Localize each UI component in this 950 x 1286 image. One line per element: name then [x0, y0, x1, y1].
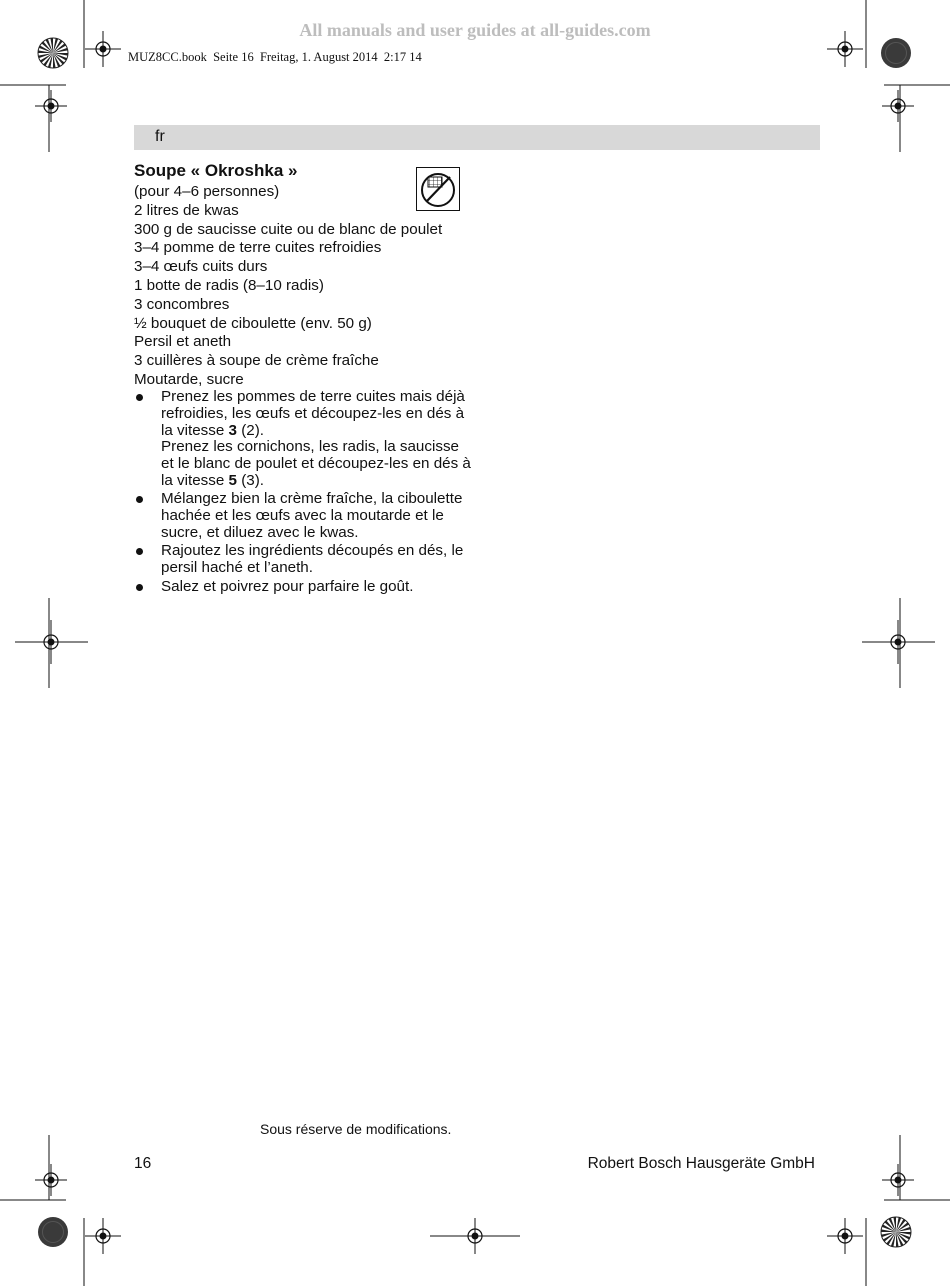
instruction-step: [134, 389, 474, 490]
solid-disc-mark-icon: [38, 1217, 68, 1247]
bullet-icon: [136, 394, 143, 401]
speed-value: 3: [228, 421, 237, 439]
watermark: All manuals and user guides at all-guides.com: [299, 20, 651, 40]
bullet-icon: [136, 548, 143, 555]
crop-line: [884, 1200, 950, 1201]
step-text: Prenez les cornichons, les radis, la saucisse et le blanc de poulet et découpez-les en dés à la vitesse: [161, 438, 471, 489]
crosshair-mark-icon: [827, 1218, 863, 1254]
crop-line: [900, 1135, 901, 1200]
step-text: Mélangez bien la crème fraîche, la ciboulette hachée et les œufs avec la moutarde et le sucre, et diluez avec le kwas.: [161, 490, 463, 541]
page-number: 16: [134, 1155, 152, 1172]
step-text: Prenez les pommes de terre cuites mais déjà refroidies, les œufs et découpez-les en dés à la vitesse: [161, 388, 465, 439]
ingredient-item: 300 g de saucisse cuite ou de blanc de poulet: [134, 220, 443, 238]
step-paragraph: [161, 439, 474, 489]
ingredient-item: 3 cuillères à soupe de crème fraîche: [134, 352, 379, 370]
crosshair-mark-icon: [35, 1164, 67, 1196]
recipe-title: Soupe « Okroshka »: [134, 161, 298, 180]
crosshair-mark-icon: [882, 1164, 914, 1196]
crosshair-mark-icon: [827, 31, 863, 67]
crosshair-mark-icon: [882, 90, 914, 122]
ingredient-item: 1 botte de radis (8–10 radis): [134, 276, 324, 294]
ingredient-item: (pour 4–6 personnes): [134, 183, 280, 200]
ingredient-item: Moutarde, sucre: [134, 370, 244, 388]
crop-line: [430, 1236, 520, 1237]
instruction-list: [134, 389, 474, 597]
speed-value: 5: [228, 471, 237, 489]
bullet-icon: [136, 496, 143, 503]
ingredient-item: Persil et aneth: [134, 333, 232, 351]
language-label: fr: [155, 128, 165, 145]
ingredient-item: 3–4 pomme de terre cuites refroidies: [134, 239, 382, 257]
starburst-mark-icon: [881, 1217, 911, 1247]
bullet-icon: [136, 584, 143, 591]
book-info-line: MUZ8CC.book Seite 16 Freitag, 1. August 2014 2:17 14: [128, 50, 422, 64]
publisher-name: Robert Bosch Hausgeräte GmbH: [587, 1155, 815, 1172]
step-text: (2).: [236, 421, 264, 439]
crop-line: [0, 85, 66, 86]
crop-line: [884, 85, 950, 86]
crop-line: [15, 642, 88, 643]
footer-note: Sous réserve de modifications.: [260, 1121, 452, 1137]
crop-line: [900, 85, 901, 152]
ingredient-item: ½ bouquet de ciboulette (env. 50 g): [134, 314, 372, 332]
language-bar: [134, 125, 820, 150]
step-text: Salez et poivrez pour parfaire le goût.: [161, 577, 414, 595]
step-text: (3).: [236, 471, 264, 489]
crop-line: [49, 85, 50, 152]
ingredient-list: [134, 183, 442, 390]
crop-line: [900, 598, 901, 688]
crosshair-mark-icon: [85, 1218, 121, 1254]
step-paragraph: [161, 389, 474, 439]
ingredient-item: 2 litres de kwas: [134, 201, 239, 219]
crop-line: [0, 1200, 66, 1201]
crop-line: [866, 0, 867, 68]
crop-line: [84, 0, 85, 68]
crop-line: [862, 642, 935, 643]
instruction-step: [134, 579, 474, 596]
crop-line: [866, 1218, 867, 1286]
instruction-step: [134, 543, 474, 577]
crosshair-mark-icon: [85, 31, 121, 67]
crop-line: [49, 598, 50, 688]
crop-line: [49, 1135, 50, 1200]
solid-disc-mark-icon: [881, 38, 911, 68]
crop-line: [84, 1218, 85, 1286]
starburst-mark-icon: [38, 38, 68, 68]
ingredient-item: 3 concombres: [134, 295, 230, 313]
crosshair-mark-icon: [35, 90, 67, 122]
step-text: Rajoutez les ingrédients découpés en dés, le persil haché et l’aneth.: [161, 542, 464, 577]
instruction-step: [134, 491, 474, 541]
ingredient-item: 3–4 œufs cuits durs: [134, 258, 268, 276]
